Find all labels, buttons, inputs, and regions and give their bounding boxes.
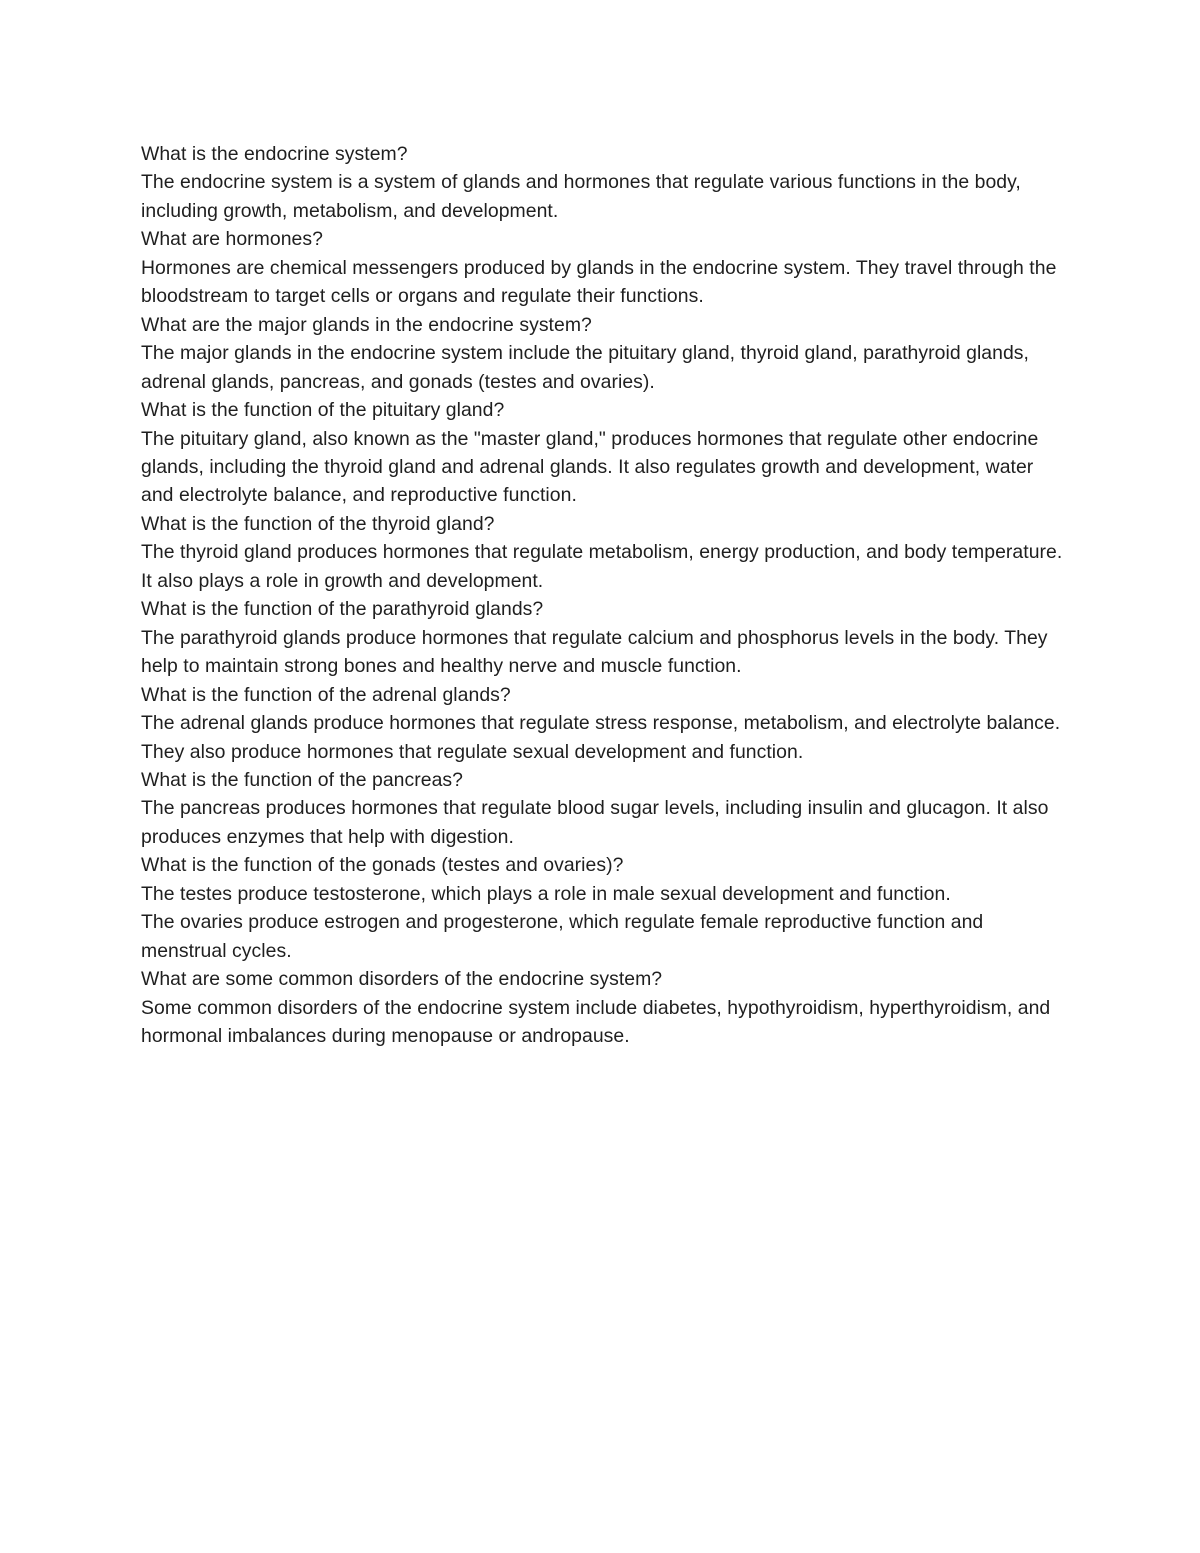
question-major-glands: What are the major glands in the endocrine system?: [141, 313, 592, 336]
answer-gonads-testes: The testes produce testosterone, which plays a role in male sexual development and function.: [141, 882, 951, 905]
answer-pituitary-gland: The pituitary gland, also known as the "master gland," produces hormones that regulate other endocrine glands, including the thyroid gland and adrenal glands. It also regulates growth and development, water and electrolyte balance, and reproductive function.: [141, 427, 1039, 507]
answer-hormones: Hormones are chemical messengers produced by glands in the endocrine system. They travel through the bloodstream to target cells or organs and regulate their functions.: [141, 256, 1057, 308]
answer-common-disorders: Some common disorders of the endocrine system include diabetes, hypothyroidism, hyperthyroidism, and hormonal imbalances during menopause or andropause.: [141, 996, 1051, 1048]
answer-major-glands: The major glands in the endocrine system include the pituitary gland, thyroid gland, parathyroid glands, adrenal glands, pancreas, and gonads (testes and ovaries).: [141, 342, 1029, 393]
question-thyroid-gland: What is the function of the thyroid gland?: [141, 512, 495, 535]
answer-gonads-ovaries: The ovaries produce estrogen and progesterone, which regulate female reproductive function and menstrual cycles.: [141, 911, 984, 962]
answer-pancreas: The pancreas produces hormones that regulate blood sugar levels, including insulin and glucagon. It also produces enzymes that help with digestion.: [141, 797, 1049, 848]
question-parathyroid-glands: What is the function of the parathyroid glands?: [141, 598, 544, 621]
question-pancreas: What is the function of the pancreas?: [141, 768, 463, 791]
answer-thyroid-gland: The thyroid gland produces hormones that regulate metabolism, energy production, and body temperature. It also plays a role in growth and development.: [141, 541, 1063, 592]
document-body: [141, 140, 1071, 1051]
question-hormones: What are hormones?: [141, 228, 323, 251]
answer-adrenal-glands: The adrenal glands produce hormones that regulate stress response, metabolism, and electrolyte balance. They also produce hormones that regulate sexual development and function.: [141, 712, 1061, 763]
question-pituitary-gland: What is the function of the pituitary gland?: [141, 399, 505, 422]
question-endocrine-system: What is the endocrine system?: [141, 143, 408, 165]
question-gonads: What is the function of the gonads (testes and ovaries)?: [141, 854, 624, 877]
answer-endocrine-system: The endocrine system is a system of glands and hormones that regulate various functions in the body, including growth, metabolism, and development.: [141, 171, 1021, 222]
question-adrenal-glands: What is the function of the adrenal glands?: [141, 683, 511, 706]
answer-parathyroid-glands: The parathyroid glands produce hormones that regulate calcium and phosphorus levels in the body. They help to maintain strong bones and healthy nerve and muscle function.: [141, 626, 1048, 678]
question-common-disorders: What are some common disorders of the endocrine system?: [141, 968, 663, 991]
